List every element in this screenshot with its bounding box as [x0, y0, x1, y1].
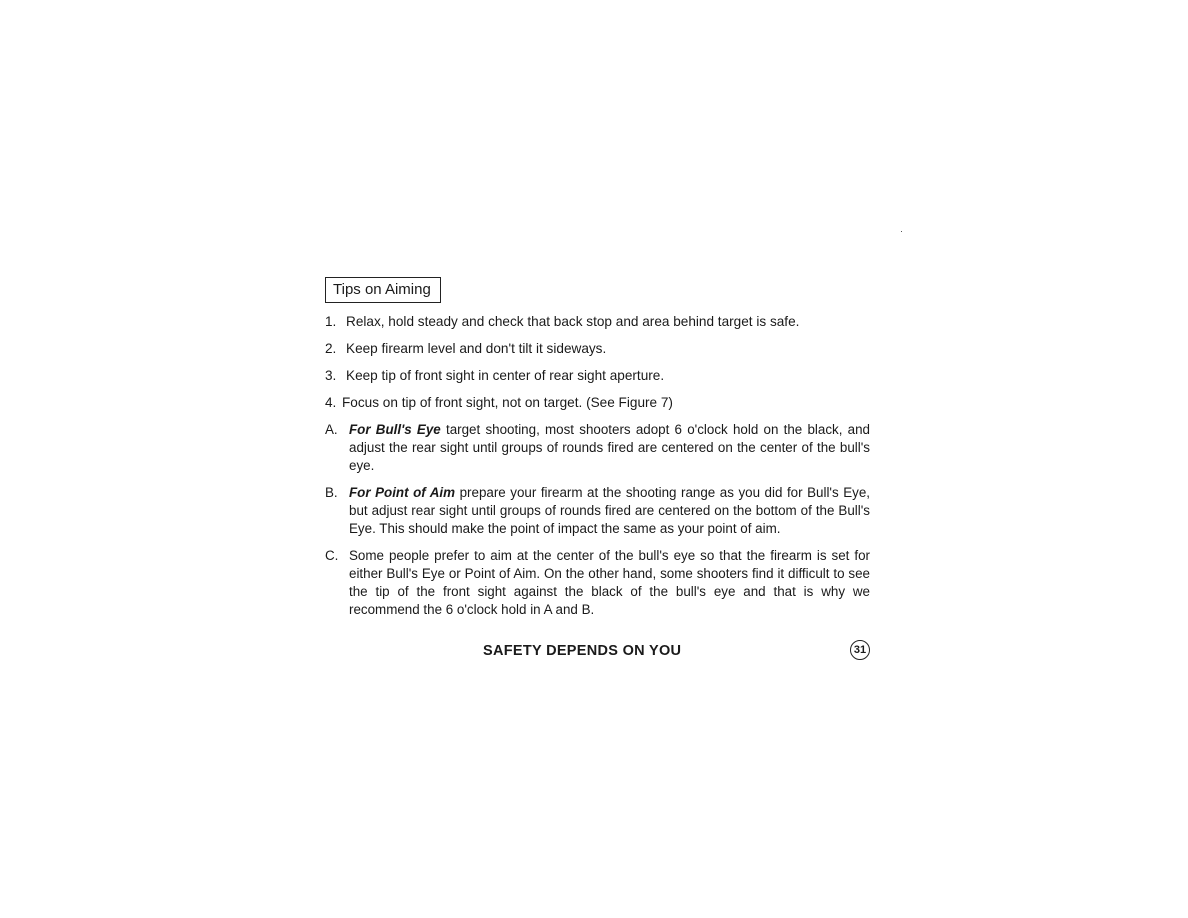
tip-text: Focus on tip of front sight, not on target. (See Figure 7): [342, 395, 673, 410]
tip-text: Keep firearm level and don't tilt it sideways.: [346, 341, 607, 356]
tip-item-c: [325, 547, 870, 619]
tip-item-3: [325, 367, 870, 385]
tip-marker: 4.: [325, 395, 337, 410]
tip-marker: B.: [325, 485, 338, 500]
tip-text: Some people prefer to aim at the center of the bull's eye so that the firearm is set for either Bull's Eye or Point of Aim. On the other hand, some shooters find it difficult to see the tip of the front sight against the black of the bull's eye and that is why we recommend the 6 o'clock hold in A and B.: [349, 548, 870, 617]
document-page: [325, 277, 870, 628]
tip-text: target shooting, most shooters adopt 6 o'clock hold on the black, and adjust the rear sight until groups of rounds fired are centered on the center of the bull's eye.: [349, 422, 870, 473]
tip-marker: 3.: [325, 368, 337, 383]
tip-item-a: [325, 421, 870, 475]
footer-slogan: SAFETY DEPENDS ON YOU: [483, 643, 682, 659]
tip-item-b: [325, 484, 870, 538]
page-footer: [325, 640, 870, 662]
tip-text: Relax, hold steady and check that back stop and area behind target is safe.: [346, 314, 800, 329]
tip-marker: C.: [325, 548, 339, 563]
tip-lead: For Bull's Eye: [349, 422, 441, 437]
tip-marker: 1.: [325, 314, 337, 329]
tip-marker: 2.: [325, 341, 337, 356]
tip-item-2: [325, 340, 870, 358]
tip-item-4: [325, 394, 870, 412]
scan-speck: [901, 231, 902, 232]
tip-lead: For Point of Aim: [349, 485, 456, 500]
page-number-badge: 31: [850, 640, 870, 660]
tip-text: prepare your firearm at the shooting range as you did for Bull's Eye, but adjust rear sight until groups of rounds fired are centered on the bottom of the Bull's Eye. This should make the point of impact the same as your point of aim.: [349, 485, 871, 536]
tip-item-1: [325, 313, 870, 331]
section-title: Tips on Aiming: [325, 277, 441, 303]
tip-marker: A.: [325, 422, 338, 437]
tip-text: Keep tip of front sight in center of rear sight aperture.: [346, 368, 665, 383]
